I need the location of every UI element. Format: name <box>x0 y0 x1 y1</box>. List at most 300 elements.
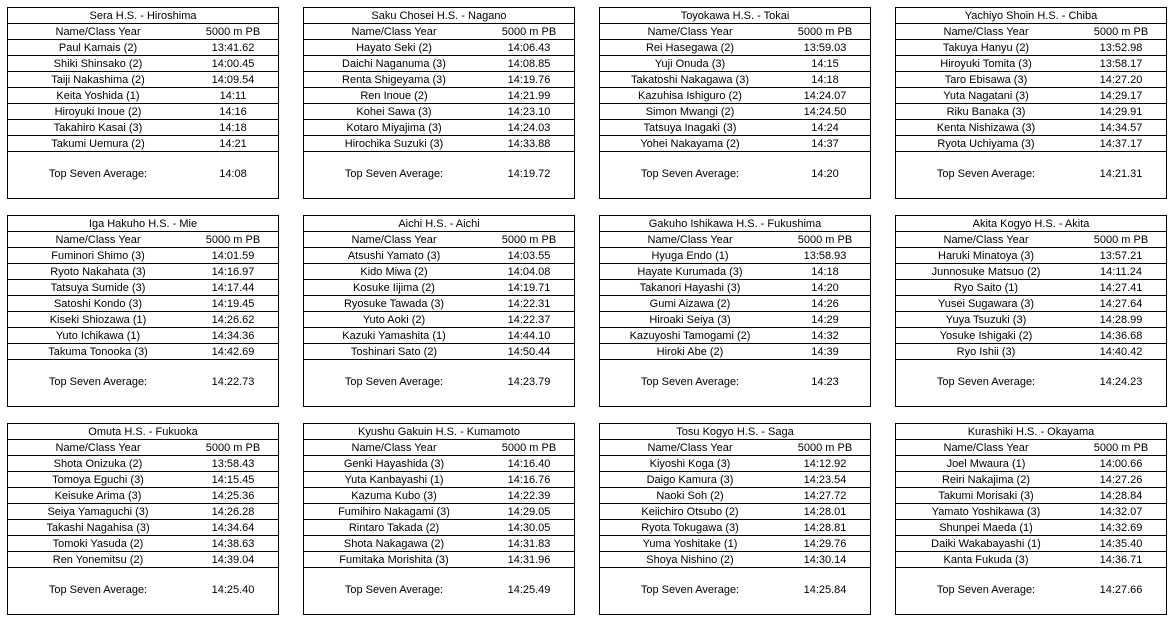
runner-name: Genki Hayashida (3) <box>343 458 445 470</box>
runner-row <box>304 72 574 88</box>
runner-time: 14:38.63 <box>211 538 255 550</box>
runner-row <box>600 328 870 344</box>
runner-time: 14:16.76 <box>507 474 551 486</box>
name-column-header: Name/Class Year <box>351 442 437 454</box>
name-column-header: Name/Class Year <box>647 234 733 246</box>
average-label: Top Seven Average: <box>344 376 444 388</box>
average-value: 14:22.73 <box>211 376 255 388</box>
runner-name: Yamato Yoshikawa (3) <box>931 506 1041 518</box>
time-column-header: 5000 m PB <box>797 26 853 38</box>
runner-name: Yuto Ichikawa (1) <box>55 330 141 342</box>
runner-row <box>304 264 574 280</box>
runner-time: 13:57.21 <box>1099 250 1143 262</box>
runner-time: 14:15.45 <box>211 474 255 486</box>
runner-row <box>896 472 1166 488</box>
runner-name: Riku Banaka (3) <box>946 106 1026 118</box>
average-label: Top Seven Average: <box>344 584 444 596</box>
runner-time: 14:23.10 <box>507 106 551 118</box>
team-card <box>303 215 575 407</box>
runner-name: Yusei Sugawara (3) <box>938 298 1034 310</box>
runner-time: 14:16 <box>219 106 247 118</box>
team-card <box>599 215 871 407</box>
runner-name: Kido Miwa (2) <box>360 266 428 278</box>
runner-name: Shota Onizuka (2) <box>53 458 143 470</box>
column-header-row <box>896 24 1166 40</box>
average-value: 14:08 <box>219 168 247 180</box>
runner-name: Ryoto Nakahata (3) <box>50 266 146 278</box>
runner-name: Shoya Nishino (2) <box>646 554 734 566</box>
runner-row <box>600 120 870 136</box>
runner-time: 14:22.39 <box>507 490 551 502</box>
runner-name: Shiki Shinsako (2) <box>53 58 143 70</box>
team-card <box>895 423 1167 615</box>
runner-name: Kazuyoshi Tamogami (2) <box>629 330 751 342</box>
average-row <box>304 566 574 614</box>
average-label: Top Seven Average: <box>936 584 1036 596</box>
runner-name: Kazuhisa Ishiguro (2) <box>638 90 742 102</box>
column-header-row <box>600 440 870 456</box>
runner-name: Yuji Onuda (3) <box>654 58 726 70</box>
runner-name: Yohei Nakayama (2) <box>640 138 740 150</box>
average-label: Top Seven Average: <box>936 376 1036 388</box>
team-title: Yachiyo Shoin H.S. - Chiba <box>896 8 1166 24</box>
time-column-header: 5000 m PB <box>1093 234 1149 246</box>
runner-time: 14:24.03 <box>507 122 551 134</box>
runner-name: Shota Nakagawa (2) <box>343 538 445 550</box>
runner-name: Daigo Kamura (3) <box>646 474 734 486</box>
runner-name: Joel Mwaura (1) <box>946 458 1026 470</box>
runner-row <box>896 88 1166 104</box>
runner-time: 14:37 <box>811 138 839 150</box>
runner-row <box>600 456 870 472</box>
runner-row <box>304 536 574 552</box>
runner-name: Taiji Nakashima (2) <box>51 74 145 86</box>
runner-name: Takatoshi Nakagawa (3) <box>630 74 749 86</box>
runner-row <box>600 72 870 88</box>
runner-name: Hiroyuki Inoue (2) <box>54 106 142 118</box>
runner-time: 14:19.71 <box>507 282 551 294</box>
runner-name: Tomoki Yasuda (2) <box>52 538 144 550</box>
average-value: 14:23.79 <box>507 376 551 388</box>
runner-row <box>600 536 870 552</box>
average-row <box>8 358 278 406</box>
time-column-header: 5000 m PB <box>501 442 557 454</box>
runner-row <box>896 104 1166 120</box>
runner-row <box>304 248 574 264</box>
team-title: Omuta H.S. - Fukuoka <box>8 424 278 440</box>
average-value: 14:27.66 <box>1099 584 1143 596</box>
runner-name: Daiki Wakabayashi (1) <box>931 538 1041 550</box>
average-value: 14:19.72 <box>507 168 551 180</box>
average-row <box>896 150 1166 198</box>
runner-time: 14:44.10 <box>507 330 551 342</box>
team-title: Tosu Kogyo H.S. - Saga <box>600 424 870 440</box>
runner-row <box>304 312 574 328</box>
runner-name: Rintaro Takada (2) <box>348 522 440 534</box>
average-row <box>8 150 278 198</box>
runner-name: Kazuma Kubo (3) <box>351 490 437 502</box>
runner-time: 14:37.17 <box>1099 138 1143 150</box>
average-row <box>304 150 574 198</box>
runner-name: Fumitaka Morishita (3) <box>339 554 449 566</box>
name-column-header: Name/Class Year <box>943 442 1029 454</box>
runner-row <box>600 520 870 536</box>
runner-row <box>896 56 1166 72</box>
team-card <box>895 7 1167 199</box>
column-header-row <box>8 24 278 40</box>
runner-name: Hayate Kurumada (3) <box>637 266 743 278</box>
runner-name: Kiyoshi Koga (3) <box>649 458 731 470</box>
runner-time: 14:31.83 <box>507 538 551 550</box>
runner-name: Takumi Uemura (2) <box>51 138 145 150</box>
average-row <box>600 150 870 198</box>
runner-name: Takashi Nagahisa (3) <box>46 522 150 534</box>
runner-time: 14:30.05 <box>507 522 551 534</box>
name-column-header: Name/Class Year <box>943 26 1029 38</box>
runner-name: Fuminori Shimo (3) <box>51 250 145 262</box>
runner-row <box>8 472 278 488</box>
name-column-header: Name/Class Year <box>351 234 437 246</box>
runner-row <box>600 248 870 264</box>
runner-time: 14:00.66 <box>1099 458 1143 470</box>
average-value: 14:24.23 <box>1099 376 1143 388</box>
time-column-header: 5000 m PB <box>1093 442 1149 454</box>
runner-row <box>8 536 278 552</box>
runner-time: 14:18 <box>811 266 839 278</box>
average-label: Top Seven Average: <box>48 168 148 180</box>
runner-row <box>896 312 1166 328</box>
runner-name: Hiroki Abe (2) <box>656 346 724 358</box>
runner-name: Takuma Tonooka (3) <box>48 346 148 358</box>
runner-time: 14:12.92 <box>803 458 847 470</box>
runner-name: Renta Shigeyama (3) <box>342 74 446 86</box>
time-column-header: 5000 m PB <box>501 234 557 246</box>
team-card <box>7 423 279 615</box>
team-title: Iga Hakuho H.S. - Mie <box>8 216 278 232</box>
runner-time: 14:31.96 <box>507 554 551 566</box>
runner-row <box>896 72 1166 88</box>
runner-row <box>600 280 870 296</box>
average-value: 14:25.49 <box>507 584 551 596</box>
runner-time: 14:29 <box>811 314 839 326</box>
runner-name: Shunpei Maeda (1) <box>939 522 1033 534</box>
runner-time: 14:21.99 <box>507 90 551 102</box>
team-title: Kurashiki H.S. - Okayama <box>896 424 1166 440</box>
team-title: Akita Kogyo H.S. - Akita <box>896 216 1166 232</box>
runner-row <box>8 120 278 136</box>
runner-name: Takahiro Kasai (3) <box>53 122 143 134</box>
name-column-header: Name/Class Year <box>647 26 733 38</box>
runner-row <box>8 56 278 72</box>
team-title: Sera H.S. - Hiroshima <box>8 8 278 24</box>
runner-row <box>600 296 870 312</box>
time-column-header: 5000 m PB <box>205 442 261 454</box>
runner-row <box>600 264 870 280</box>
runner-row <box>304 328 574 344</box>
team-title: Kyushu Gakuin H.S. - Kumamoto <box>304 424 574 440</box>
runner-time: 14:16.40 <box>507 458 551 470</box>
runner-time: 13:58.93 <box>803 250 847 262</box>
average-label: Top Seven Average: <box>936 168 1036 180</box>
runner-time: 14:25.36 <box>211 490 255 502</box>
runner-name: Yuya Tsuzuki (3) <box>945 314 1027 326</box>
runner-row <box>304 520 574 536</box>
runner-name: Ryo Saito (1) <box>953 282 1019 294</box>
runner-time: 14:42.69 <box>211 346 255 358</box>
runner-time: 14:28.81 <box>803 522 847 534</box>
runner-name: Kanta Fukuda (3) <box>943 554 1029 566</box>
average-value: 14:25.84 <box>803 584 847 596</box>
runner-time: 14:24.50 <box>803 106 847 118</box>
runner-name: Satoshi Kondo (3) <box>53 298 143 310</box>
runner-name: Takuya Hanyu (2) <box>942 42 1030 54</box>
runner-row <box>8 72 278 88</box>
runner-name: Yuto Aoki (2) <box>362 314 426 326</box>
column-header-row <box>8 440 278 456</box>
runner-row <box>8 88 278 104</box>
column-header-row <box>8 232 278 248</box>
runner-time: 14:34.36 <box>211 330 255 342</box>
runner-time: 14:06.43 <box>507 42 551 54</box>
runner-row <box>896 248 1166 264</box>
runner-time: 14:27.20 <box>1099 74 1143 86</box>
runner-time: 14:32.69 <box>1099 522 1143 534</box>
runner-name: Naoki Soh (2) <box>656 490 724 502</box>
runner-row <box>896 264 1166 280</box>
runner-name: Yosuke Ishigaki (2) <box>939 330 1033 342</box>
runner-time: 14:33.88 <box>507 138 551 150</box>
runner-row <box>600 472 870 488</box>
team-card <box>895 215 1167 407</box>
runner-time: 14:17.44 <box>211 282 255 294</box>
runner-name: Paul Kamais (2) <box>58 42 138 54</box>
average-row <box>896 358 1166 406</box>
runner-time: 14:11 <box>219 90 247 102</box>
team-title: Toyokawa H.S. - Tokai <box>600 8 870 24</box>
runner-name: Hayato Seki (2) <box>356 42 432 54</box>
team-card <box>7 215 279 407</box>
average-row <box>304 358 574 406</box>
runner-row <box>8 488 278 504</box>
runner-time: 14:22.37 <box>507 314 551 326</box>
runner-time: 14:34.64 <box>211 522 255 534</box>
runner-time: 14:08.85 <box>507 58 551 70</box>
runner-name: Kohei Sawa (3) <box>356 106 432 118</box>
runner-time: 14:01.59 <box>211 250 255 262</box>
runner-time: 14:34.57 <box>1099 122 1143 134</box>
runner-row <box>600 488 870 504</box>
time-column-header: 5000 m PB <box>1093 26 1149 38</box>
runner-row <box>600 56 870 72</box>
runner-time: 14:36.68 <box>1099 330 1143 342</box>
average-label: Top Seven Average: <box>48 584 148 596</box>
runner-name: Takanori Hayashi (3) <box>639 282 741 294</box>
runner-time: 14:26.62 <box>211 314 255 326</box>
team-card <box>303 7 575 199</box>
runner-name: Yuta Kanbayashi (1) <box>344 474 444 486</box>
runner-time: 13:59.03 <box>803 42 847 54</box>
runner-time: 14:28.01 <box>803 506 847 518</box>
name-column-header: Name/Class Year <box>647 442 733 454</box>
runner-name: Hirochika Suzuki (3) <box>344 138 444 150</box>
average-row <box>8 566 278 614</box>
runner-time: 13:58.17 <box>1099 58 1143 70</box>
runner-row <box>8 520 278 536</box>
runner-time: 14:23.54 <box>803 474 847 486</box>
team-card <box>7 7 279 199</box>
runner-name: Takumi Morisaki (3) <box>938 490 1034 502</box>
runner-row <box>8 280 278 296</box>
runner-row <box>600 104 870 120</box>
runner-row <box>304 88 574 104</box>
runner-time: 14:39 <box>811 346 839 358</box>
column-header-row <box>304 24 574 40</box>
name-column-header: Name/Class Year <box>55 234 141 246</box>
runner-row <box>896 536 1166 552</box>
runner-name: Yuta Nagatani (3) <box>943 90 1029 102</box>
team-title: Gakuho Ishikawa H.S. - Fukushima <box>600 216 870 232</box>
average-row <box>600 358 870 406</box>
runner-name: Hyuga Endo (1) <box>651 250 729 262</box>
runner-time: 14:27.72 <box>803 490 847 502</box>
runner-name: Hiroaki Seiya (3) <box>649 314 731 326</box>
runner-time: 14:36.71 <box>1099 554 1143 566</box>
runner-row <box>896 296 1166 312</box>
runner-time: 14:28.99 <box>1099 314 1143 326</box>
column-header-row <box>600 24 870 40</box>
runner-row <box>8 312 278 328</box>
runner-name: Ryo Ishii (3) <box>956 346 1016 358</box>
runner-time: 14:27.26 <box>1099 474 1143 486</box>
runner-row <box>896 520 1166 536</box>
runner-time: 14:29.76 <box>803 538 847 550</box>
team-card <box>303 423 575 615</box>
name-column-header: Name/Class Year <box>55 26 141 38</box>
runner-time: 14:32 <box>811 330 839 342</box>
runner-row <box>304 488 574 504</box>
time-column-header: 5000 m PB <box>205 26 261 38</box>
runner-name: Reiri Nakajima (2) <box>941 474 1031 486</box>
runner-row <box>896 488 1166 504</box>
team-card <box>599 423 871 615</box>
average-label: Top Seven Average: <box>640 376 740 388</box>
runner-time: 14:35.40 <box>1099 538 1143 550</box>
runner-time: 14:19.45 <box>211 298 255 310</box>
runner-name: Kazuki Yamashita (1) <box>342 330 446 342</box>
average-value: 14:20 <box>811 168 839 180</box>
runner-name: Ryota Tokugawa (3) <box>641 522 739 534</box>
runner-name: Keiichiro Otsubo (2) <box>641 506 739 518</box>
runner-row <box>896 504 1166 520</box>
runner-time: 14:18 <box>811 74 839 86</box>
runner-time: 14:20 <box>811 282 839 294</box>
runner-row <box>896 120 1166 136</box>
runner-name: Ren Yonemitsu (2) <box>52 554 144 566</box>
name-column-header: Name/Class Year <box>55 442 141 454</box>
column-header-row <box>896 440 1166 456</box>
runner-row <box>304 56 574 72</box>
runner-row <box>600 312 870 328</box>
runner-time: 14:30.14 <box>803 554 847 566</box>
runner-time: 14:40.42 <box>1099 346 1143 358</box>
runner-name: Ren Inoue (2) <box>360 90 428 102</box>
runner-time: 13:58.43 <box>211 458 255 470</box>
average-label: Top Seven Average: <box>344 168 444 180</box>
column-header-row <box>600 232 870 248</box>
time-column-header: 5000 m PB <box>501 26 557 38</box>
runner-time: 14:19.76 <box>507 74 551 86</box>
runner-row <box>8 264 278 280</box>
average-label: Top Seven Average: <box>640 168 740 180</box>
time-column-header: 5000 m PB <box>797 234 853 246</box>
name-column-header: Name/Class Year <box>351 26 437 38</box>
team-title: Saku Chosei H.S. - Nagano <box>304 8 574 24</box>
runner-name: Taro Ebisawa (3) <box>944 74 1028 86</box>
runner-time: 14:18 <box>219 122 247 134</box>
runner-time: 14:24 <box>811 122 839 134</box>
runner-time: 14:29.91 <box>1099 106 1143 118</box>
runner-name: Fumihiro Nakagami (3) <box>338 506 450 518</box>
runner-name: Rei Hasegawa (2) <box>645 42 735 54</box>
runner-time: 14:22.31 <box>507 298 551 310</box>
runner-name: Hiroyuki Tomita (3) <box>940 58 1032 70</box>
runner-time: 14:26 <box>811 298 839 310</box>
runner-row <box>600 88 870 104</box>
runner-time: 14:29.17 <box>1099 90 1143 102</box>
runner-row <box>896 280 1166 296</box>
runner-row <box>304 296 574 312</box>
runner-row <box>8 296 278 312</box>
runner-row <box>304 120 574 136</box>
column-header-row <box>304 440 574 456</box>
runner-time: 14:50.44 <box>507 346 551 358</box>
runner-time: 14:04.08 <box>507 266 551 278</box>
runner-name: Kosuke Iijima (2) <box>353 282 435 294</box>
runner-time: 14:32.07 <box>1099 506 1143 518</box>
runner-row <box>8 104 278 120</box>
runner-row <box>600 504 870 520</box>
runner-name: Daichi Naganuma (3) <box>342 58 446 70</box>
runner-time: 14:00.45 <box>211 58 255 70</box>
runner-row <box>896 456 1166 472</box>
time-column-header: 5000 m PB <box>205 234 261 246</box>
runner-row <box>304 472 574 488</box>
average-label: Top Seven Average: <box>640 584 740 596</box>
runner-name: Kenta Nishizawa (3) <box>936 122 1036 134</box>
runner-name: Toshinari Sato (2) <box>350 346 438 358</box>
runner-name: Haruki Minatoya (3) <box>938 250 1034 262</box>
average-label: Top Seven Average: <box>48 376 148 388</box>
runner-name: Tatsuya Sumide (3) <box>50 282 146 294</box>
runner-time: 14:11.24 <box>1099 266 1142 278</box>
runner-time: 14:28.84 <box>1099 490 1143 502</box>
runner-time: 14:24.07 <box>803 90 847 102</box>
runner-row <box>600 40 870 56</box>
runner-name: Ryosuke Tawada (3) <box>343 298 445 310</box>
runner-name: Seiya Yamaguchi (3) <box>47 506 149 518</box>
runner-row <box>304 40 574 56</box>
runner-time: 14:27.41 <box>1099 282 1143 294</box>
time-column-header: 5000 m PB <box>797 442 853 454</box>
runner-row <box>8 40 278 56</box>
runner-row <box>896 40 1166 56</box>
column-header-row <box>304 232 574 248</box>
runner-name: Simon Mwangi (2) <box>645 106 735 118</box>
runner-time: 14:27.64 <box>1099 298 1143 310</box>
runner-name: Keisuke Arima (3) <box>54 490 142 502</box>
runner-row <box>304 504 574 520</box>
runner-name: Tatsuya Inagaki (3) <box>643 122 737 134</box>
